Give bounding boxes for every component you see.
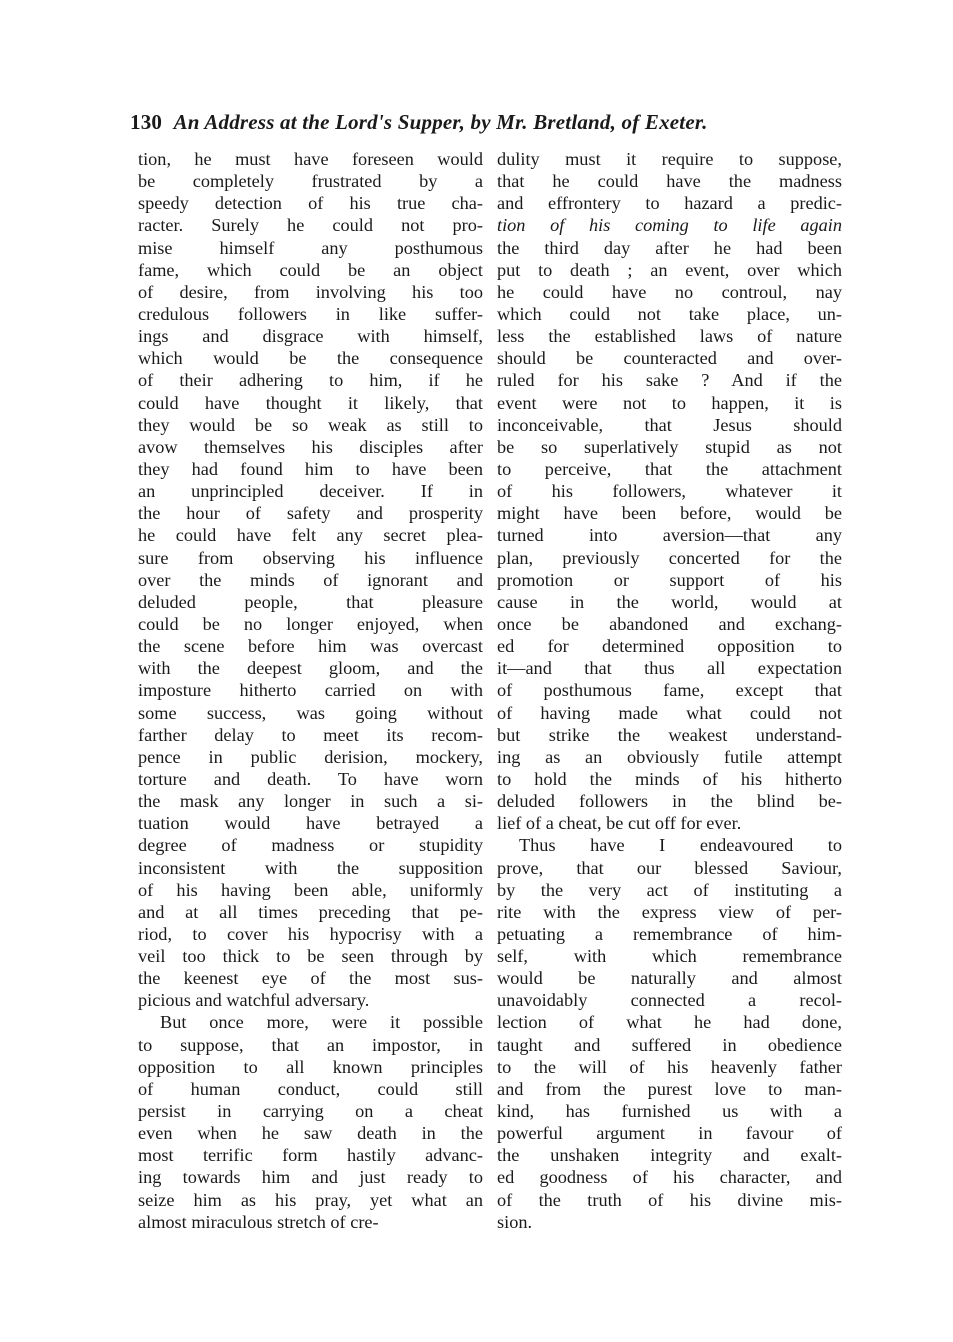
text-line: farther delay to meet its recom- — [138, 724, 483, 745]
text-line: he could have felt any secret plea- — [138, 525, 483, 546]
text-line: deluded followers in the blind be- — [497, 791, 842, 812]
text-line: cause in the world, would at — [497, 591, 842, 612]
text-line: tuation would have betrayed a — [138, 813, 483, 834]
text-line: lief of a cheat, be cut off for ever. — [497, 813, 742, 834]
text-line: to hold the minds of his hitherto — [497, 768, 842, 789]
text-line: that he could have the madness — [497, 171, 842, 192]
text-line: could have thought it likely, that — [138, 392, 483, 413]
text-line: speedy detection of his true cha- — [138, 193, 483, 214]
text-line: ed goodness of his character, and — [497, 1167, 842, 1188]
text-line: of desire, from involving his too — [138, 281, 483, 302]
text-line: avow themselves his disciples after — [138, 436, 483, 457]
text-line: persist in carrying on a cheat — [138, 1101, 483, 1122]
text-line: credulous followers in like suffer- — [138, 303, 483, 324]
text-line: fame, which could be an object — [138, 259, 483, 280]
text-line: seize him as his pray, yet what an — [138, 1189, 483, 1210]
text-line: torture and death. To have worn — [138, 768, 483, 789]
text-line: prove, that our blessed Saviour, — [497, 857, 842, 878]
text-line: tion of his coming to life again — [497, 215, 842, 236]
text-line: picious and watchful adversary. — [138, 990, 370, 1011]
text-line: of the truth of his divine mis- — [497, 1189, 842, 1210]
text-line: powerful argument in favour of — [497, 1123, 842, 1144]
text-line: degree of madness or stupidity — [138, 835, 483, 856]
text-line: rite with the express view of per- — [497, 901, 842, 922]
text-line: could be no longer enjoyed, when — [138, 613, 483, 634]
text-line: dulity must it require to suppose, — [497, 149, 842, 169]
text-line: veil too thick to be seen through by — [138, 946, 483, 967]
page-number: 130 — [130, 110, 163, 134]
text-line: less the established laws of nature — [497, 326, 842, 347]
text-line: kind, has furnished us with a — [497, 1101, 842, 1122]
text-line: event were not to happen, it is — [497, 392, 842, 413]
text-line: self, with which remembrance — [497, 946, 842, 967]
text-line: ed for determined opposition to — [497, 636, 842, 657]
text-line: the scene before him was overcast — [138, 636, 483, 657]
text-line: they would be so weak as still to — [138, 414, 483, 435]
text-line: the mask any longer in such a si- — [138, 791, 483, 812]
text-line: to the will of his heavenly father — [497, 1056, 842, 1077]
text-line: But once more, were it possible — [160, 1012, 483, 1033]
running-head — [130, 110, 840, 135]
text-line: they had found him to have been — [138, 458, 483, 479]
text-line: tion, he must have foreseen would — [138, 149, 483, 169]
text-line: almost miraculous stretch of cre- — [138, 1211, 379, 1232]
text-line: lection of what he had done, — [497, 1012, 842, 1033]
text-line: should be counteracted and over- — [497, 348, 842, 369]
text-line: and from the purest love to man- — [497, 1078, 842, 1099]
text-line: with the deepest gloom, and the — [138, 658, 483, 679]
text-line: Thus have I endeavoured to — [519, 835, 842, 856]
text-line: imposture hitherto carried on with — [138, 680, 483, 701]
text-line: of human conduct, could still — [138, 1078, 483, 1099]
text-line: the keenest eye of the most sus- — [138, 968, 483, 989]
text-line: and effrontery to hazard a predic- — [497, 193, 842, 214]
text-line: put to death ; an event, over which — [497, 259, 842, 280]
text-line: of his having been able, uniformly — [138, 879, 483, 900]
text-line: even when he saw death in the — [138, 1123, 483, 1144]
text-line: which could not take place, un- — [497, 303, 842, 324]
text-line: but strike the weakest understand- — [497, 724, 842, 745]
text-line: of their adhering to him, if he — [138, 370, 483, 391]
text-line: pence in public derision, mockery, — [138, 746, 483, 767]
text-line: be so superlatively stupid as not — [497, 436, 842, 457]
text-line: some success, was going without — [138, 702, 483, 723]
text-line: riod, to cover his hypocrisy with a — [138, 923, 483, 944]
text-line: ings and disgrace with himself, — [138, 326, 483, 347]
text-line: be completely frustrated by a — [138, 171, 483, 192]
text-line: the hour of safety and prosperity — [138, 503, 483, 524]
text-line: inconsistent with the supposition — [138, 857, 483, 878]
running-title: An Address at the Lord's Supper, by Mr. Bretland, of Exeter. — [173, 110, 708, 134]
text-line: mise himself any posthumous — [138, 237, 483, 258]
text-line: over the minds of ignorant and — [138, 569, 483, 590]
text-line: ruled for his sake ? And if the — [497, 370, 842, 391]
text-line: petuating a remembrance of him- — [497, 923, 842, 944]
text-line: to perceive, that the attachment — [497, 458, 842, 479]
text-line: ing as an obviously futile attempt — [497, 746, 842, 767]
text-line: an unprincipled deceiver. If in — [138, 481, 483, 502]
text-line: by the very act of instituting a — [497, 879, 842, 900]
text-line: and at all times preceding that pe- — [138, 901, 483, 922]
text-line: inconceivable, that Jesus should — [497, 414, 842, 435]
left-column — [138, 148, 483, 1233]
text-line: opposition to all known principles — [138, 1056, 483, 1077]
text-line: the unshaken integrity and exalt- — [497, 1145, 842, 1166]
text-line: it—and that thus all expectation — [497, 658, 842, 679]
text-line: sion. — [497, 1211, 533, 1232]
right-column — [497, 148, 842, 1233]
text-line: most terrific form hastily advanc- — [138, 1145, 483, 1166]
text-line: of having made what could not — [497, 702, 842, 723]
text-line: deluded people, that pleasure — [138, 591, 483, 612]
text-line: the third day after he had been — [497, 237, 842, 258]
text-line: taught and suffered in obedience — [497, 1034, 842, 1055]
text-line: of posthumous fame, except that — [497, 680, 842, 701]
text-line: ing towards him and just ready to — [138, 1167, 483, 1188]
text-line: which would be the consequence — [138, 348, 483, 369]
text-line: once be abandoned and exchang- — [497, 613, 842, 634]
text-line: of his followers, whatever it — [497, 481, 842, 502]
text-line: turned into aversion—that any — [497, 525, 842, 546]
text-line: to suppose, that an impostor, in — [138, 1034, 483, 1055]
text-line: might have been before, would be — [497, 503, 842, 524]
text-line: racter. Surely he could not pro- — [138, 215, 483, 236]
text-line: would be naturally and almost — [497, 968, 842, 989]
text-line: sure from observing his influence — [138, 547, 483, 568]
text-line: promotion or support of his — [497, 569, 842, 590]
text-line: unavoidably connected a recol- — [497, 990, 842, 1011]
text-line: he could have no controul, nay — [497, 281, 842, 302]
text-line: plan, previously concerted for the — [497, 547, 842, 568]
